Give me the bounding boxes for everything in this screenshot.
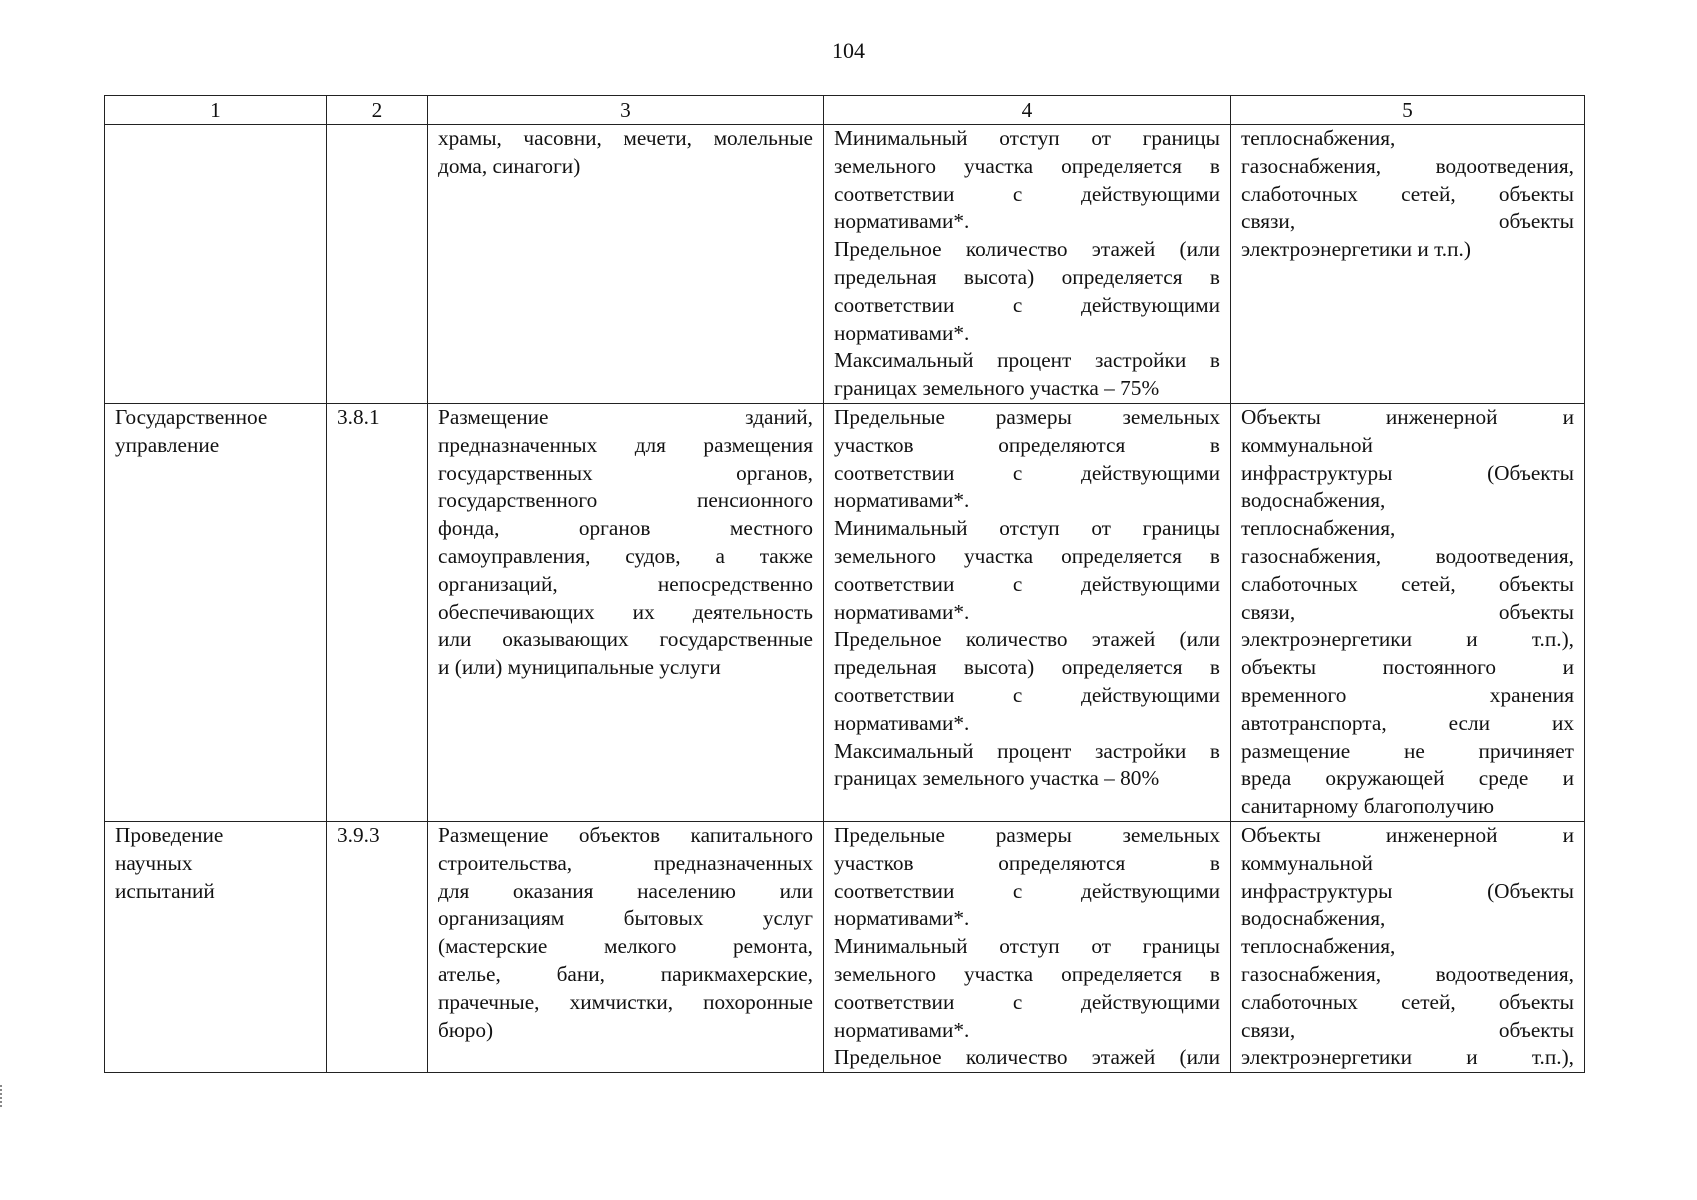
cell-text-line: Предельные размеры земельных — [834, 404, 1220, 429]
cell-text-line: организациям бытовых услуг — [438, 906, 813, 931]
cell-text-line: земельного участка определяется в — [834, 961, 1220, 986]
cell-text-line: Предельное количество этажей (или — [834, 1045, 1220, 1070]
cell-text-line: испытаний — [115, 878, 215, 903]
cell-text-line: временного хранения — [1241, 682, 1574, 707]
table-cell-col4 — [824, 125, 1231, 404]
cell-text-line: предельная высота) определяется в — [834, 655, 1220, 680]
cell-text-line: земельного участка определяется в — [834, 153, 1220, 178]
cell-text-line: управление — [115, 432, 220, 457]
cell-text-line: 3.8.1 — [337, 404, 380, 429]
table-cell-col5 — [1231, 821, 1585, 1072]
cell-text-line: связи, объекты — [1241, 599, 1574, 624]
cell-text-line: коммунальной — [1241, 850, 1373, 875]
header-col-4: 4 — [824, 96, 1231, 125]
page-number: 104 — [832, 38, 865, 63]
cell-text-line: Максимальный процент застройки в — [834, 738, 1220, 763]
cell-text-line: участков определяются в — [834, 850, 1220, 875]
cell-text-line: теплоснабжения, — [1241, 126, 1396, 150]
cell-text-line: слаботочных сетей, объекты — [1241, 181, 1574, 206]
cell-text-line: предельная высота) определяется в — [834, 264, 1220, 289]
header-col-3: 3 — [428, 96, 824, 125]
cell-text-line: нормативами*. — [834, 209, 970, 234]
cell-text-line: соответствии с действующими — [834, 682, 1220, 707]
table-cell-col2 — [327, 125, 428, 404]
table-row — [105, 403, 1585, 821]
cell-text-line: инфраструктуры (Объекты — [1241, 878, 1574, 903]
cell-text-line: слаботочных сетей, объекты — [1241, 571, 1574, 596]
cell-text-line: соответствии с действующими — [834, 460, 1220, 485]
table-cell-col1 — [105, 403, 327, 821]
cell-text-line: Размещение зданий, — [438, 404, 813, 429]
cell-text-line: государственного пенсионного — [438, 488, 813, 513]
table-cell-col4 — [824, 821, 1231, 1072]
cell-text-line: теплоснабжения, — [1241, 934, 1396, 959]
table-body — [105, 125, 1585, 1073]
cell-text-line: водоснабжения, — [1241, 906, 1386, 931]
cell-text-line: или оказывающих государственные — [438, 627, 813, 652]
cell-text-line: электроэнергетики и т.п.), — [1241, 1045, 1574, 1070]
table-cell-col3 — [428, 403, 824, 821]
cell-text-line: Предельное количество этажей (или — [834, 627, 1220, 652]
table-cell-col4 — [824, 403, 1231, 821]
cell-text-line: обеспечивающих их деятельность — [438, 599, 813, 624]
cell-text-line: электроэнергетики и т.п.), — [1241, 627, 1574, 652]
table-cell-col1 — [105, 821, 327, 1072]
header-col-5: 5 — [1231, 96, 1585, 125]
cell-text-line: соответствии с действующими — [834, 989, 1220, 1014]
cell-text-line: строительства, предназначенных — [438, 850, 813, 875]
cell-text-line: Государственное — [115, 404, 268, 429]
cell-text-line: 3.9.3 — [337, 822, 380, 847]
cell-text-line: слаботочных сетей, объекты — [1241, 989, 1574, 1014]
cell-text-line: Минимальный отступ от границы — [834, 126, 1220, 150]
cell-text-line: самоуправления, судов, а также — [438, 543, 813, 568]
land-use-table — [104, 95, 1585, 1073]
cell-text-line: организаций, непосредственно — [438, 571, 813, 596]
cell-text-line: газоснабжения, водоотведения, — [1241, 961, 1574, 986]
cell-text-line: вреда окружающей среде и — [1241, 766, 1574, 791]
table-cell-col1 — [105, 125, 327, 404]
cell-text-line: коммунальной — [1241, 432, 1373, 457]
header-col-1: 1 — [105, 96, 327, 125]
cell-text-line: для оказания населению или — [438, 878, 813, 903]
cell-text-line: связи, объекты — [1241, 1017, 1574, 1042]
cell-text-line: Размещение объектов капитального — [438, 822, 813, 847]
cell-text-line: Проведение — [115, 822, 224, 847]
cell-text-line: водоснабжения, — [1241, 488, 1386, 513]
table-cell-col3 — [428, 125, 824, 404]
cell-text-line: нормативами*. — [834, 1017, 970, 1042]
cell-text-line: дома, синагоги) — [438, 153, 581, 178]
cell-text-line: инфраструктуры (Объекты — [1241, 460, 1574, 485]
cell-text-line: Объекты инженерной и — [1241, 822, 1574, 847]
cell-text-line: границах земельного участка – 75% — [834, 376, 1160, 401]
cell-text-line: объекты постоянного и — [1241, 655, 1574, 680]
table-row — [105, 125, 1585, 404]
cell-text-line: научных — [115, 850, 193, 875]
table-cell-col5 — [1231, 403, 1585, 821]
cell-text-line: (мастерские мелкого ремонта, — [438, 934, 813, 959]
cell-text-line: нормативами*. — [834, 906, 970, 931]
cell-text-line: санитарному благополучию — [1241, 794, 1495, 819]
cell-text-line: и (или) муниципальные услуги — [438, 655, 721, 680]
cell-text-line: нормативами*. — [834, 320, 970, 345]
cell-text-line: предназначенных для размещения — [438, 432, 813, 457]
cell-text-line: храмы, часовни, мечети, молельные — [438, 126, 813, 150]
cell-text-line: теплоснабжения, — [1241, 516, 1396, 541]
cell-text-line: бюро) — [438, 1017, 494, 1042]
cell-text-line: участков определяются в — [834, 432, 1220, 457]
scan-margin-mark — [0, 1085, 7, 1107]
cell-text-line: фонда, органов местного — [438, 516, 813, 541]
cell-text-line: Максимальный процент застройки в — [834, 348, 1220, 373]
cell-text-line: электроэнергетики и т.п.) — [1241, 237, 1471, 262]
table-row — [105, 821, 1585, 1072]
header-col-2: 2 — [327, 96, 428, 125]
table-cell-col2 — [327, 403, 428, 821]
table-cell-col2 — [327, 821, 428, 1072]
cell-text-line: государственных органов, — [438, 460, 813, 485]
table-cell-col5 — [1231, 125, 1585, 404]
cell-text-line: соответствии с действующими — [834, 878, 1220, 903]
cell-text-line: нормативами*. — [834, 710, 970, 735]
cell-text-line: соответствии с действующими — [834, 181, 1220, 206]
cell-text-line: газоснабжения, водоотведения, — [1241, 153, 1574, 178]
table-cell-col3 — [428, 821, 824, 1072]
cell-text-line: прачечные, химчистки, похоронные — [438, 989, 813, 1014]
cell-text-line: соответствии с действующими — [834, 571, 1220, 596]
cell-text-line: размещение не причиняет — [1241, 738, 1574, 763]
cell-text-line: связи, объекты — [1241, 209, 1574, 234]
cell-text-line: соответствии с действующими — [834, 292, 1220, 317]
cell-text-line: Предельное количество этажей (или — [834, 237, 1220, 262]
cell-text-line: нормативами*. — [834, 599, 970, 624]
cell-text-line: Минимальный отступ от границы — [834, 516, 1220, 541]
cell-text-line: Предельные размеры земельных — [834, 822, 1220, 847]
cell-text-line: автотранспорта, если их — [1241, 710, 1574, 735]
cell-text-line: нормативами*. — [834, 488, 970, 513]
table-header-row — [105, 96, 1585, 125]
cell-text-line: Минимальный отступ от границы — [834, 934, 1220, 959]
cell-text-line: Объекты инженерной и — [1241, 404, 1574, 429]
cell-text-line: земельного участка определяется в — [834, 543, 1220, 568]
cell-text-line: газоснабжения, водоотведения, — [1241, 543, 1574, 568]
cell-text-line: границах земельного участка – 80% — [834, 766, 1160, 791]
cell-text-line: ателье, бани, парикмахерские, — [438, 961, 813, 986]
